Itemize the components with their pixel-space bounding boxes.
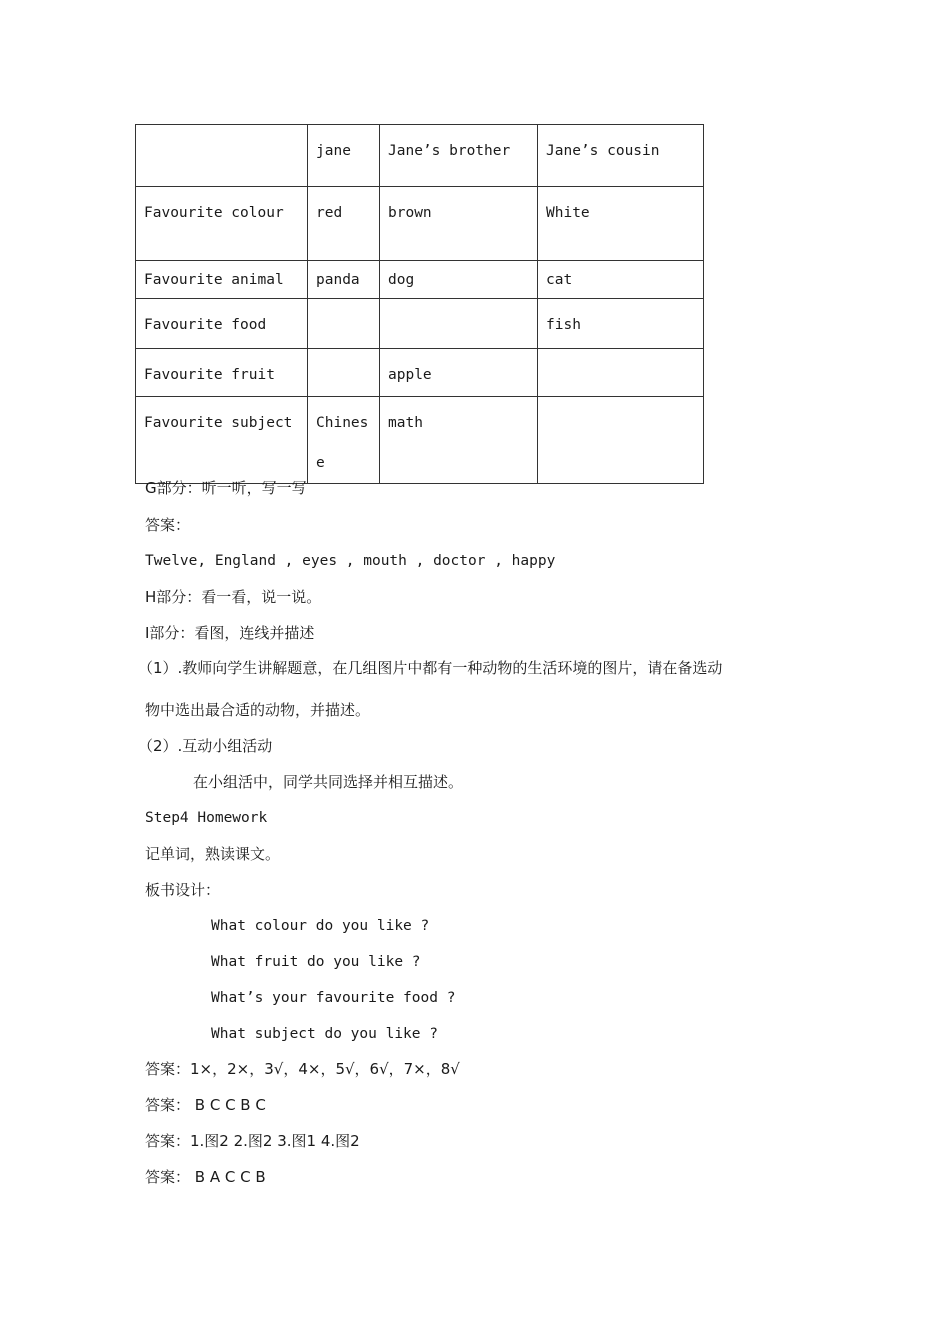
table-cell: red — [308, 187, 380, 261]
row-label: Favourite fruit — [136, 349, 308, 397]
table-row — [136, 349, 704, 397]
table-cell — [308, 299, 380, 349]
board-line-2: What fruit do you like ? — [211, 954, 421, 970]
section-g-title: G部分：听一听，写一写 — [145, 479, 307, 497]
board-line-1: What colour do you like ? — [211, 918, 430, 934]
answer-c: 答案：1.图2 2.图2 3.图1 4.图2 — [145, 1132, 360, 1150]
table-cell: math — [380, 397, 538, 484]
table-header-cell: Jane’s cousin — [538, 125, 704, 187]
table-cell: apple — [380, 349, 538, 397]
answer-b: 答案： B C C B C — [145, 1096, 266, 1114]
table-header-cell — [136, 125, 308, 187]
row-label: Favourite colour — [136, 187, 308, 261]
section-i-title: I部分：看图，连线并描述 — [145, 624, 315, 642]
table-header-cell: jane — [308, 125, 380, 187]
answer-a: 答案：1×，2×，3√，4×，5√，6√，7×，8√ — [145, 1060, 460, 1078]
table-cell — [308, 349, 380, 397]
board-line-3: What’s your favourite food ? — [211, 990, 456, 1006]
row-label: Favourite animal — [136, 261, 308, 299]
section-i-step-2-detail: 在小组活中，同学共同选择并相互描述。 — [193, 773, 464, 791]
board-line-4: What subject do you like ? — [211, 1026, 438, 1042]
table-row — [136, 397, 704, 484]
answer-d: 答案： B A C C B — [145, 1168, 266, 1186]
table-cell: fish — [538, 299, 704, 349]
board-design-title: 板书设计： — [145, 881, 221, 899]
row-label: Favourite subject — [136, 397, 308, 484]
answer-label: 答案： — [145, 516, 191, 534]
homework-text: 记单词，熟读课文。 — [145, 845, 281, 863]
table-cell — [380, 299, 538, 349]
table-cell: White — [538, 187, 704, 261]
section-i-step-2: （2）.互动小组活动 — [138, 737, 273, 755]
table-cell — [538, 397, 704, 484]
table-header-row — [136, 125, 704, 187]
section-h-title: H部分：看一看，说一说。 — [145, 588, 322, 606]
section-g-answer: Twelve, England , eyes , mouth , doctor , happy — [145, 553, 556, 569]
table-row — [136, 299, 704, 349]
table-cell: panda — [308, 261, 380, 299]
table-header-cell: Jane’s brother — [380, 125, 538, 187]
row-label: Favourite food — [136, 299, 308, 349]
section-i-step-1-cont: 物中选出最合适的动物，并描述。 — [145, 701, 371, 719]
section-i-step-1: （1）.教师向学生讲解题意，在几组图片中都有一种动物的生活环境的图片，请在备选动 — [138, 659, 723, 677]
table-cell: cat — [538, 261, 704, 299]
table-cell: dog — [380, 261, 538, 299]
favourites-table — [135, 124, 704, 484]
step4-title: Step4 Homework — [145, 810, 268, 826]
table-cell — [538, 349, 704, 397]
table-cell: brown — [380, 187, 538, 261]
table-row — [136, 187, 704, 261]
table-row — [136, 261, 704, 299]
table-cell: Chinese — [308, 397, 380, 484]
